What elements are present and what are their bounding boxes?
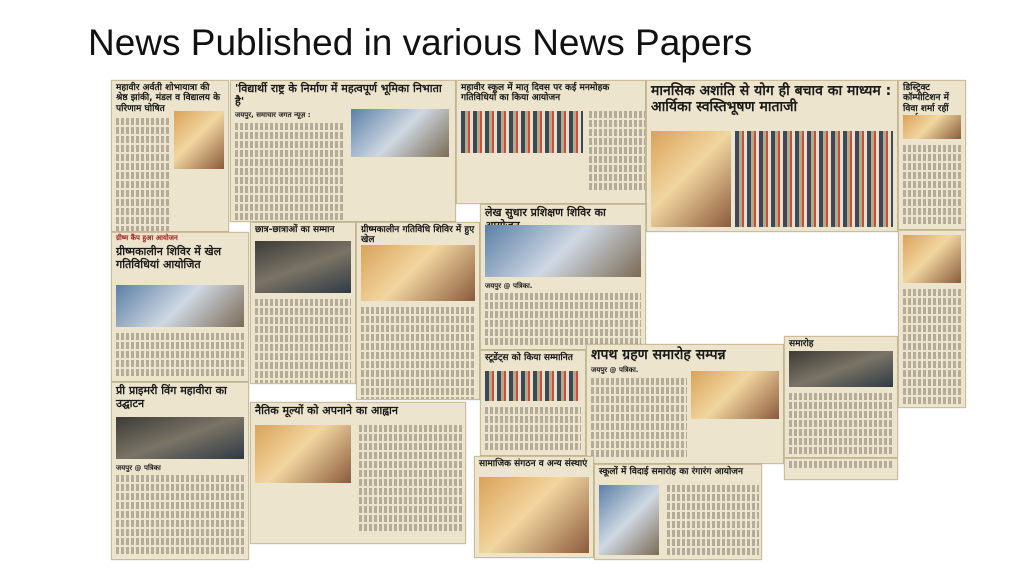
clip-photo bbox=[174, 111, 224, 169]
news-clip-mahavir-jayanti bbox=[111, 80, 229, 232]
clip-headline: नैतिक मूल्यों को अपनाने का आह्वान bbox=[255, 404, 399, 417]
clip-photo bbox=[789, 351, 893, 387]
clip-headline: डिस्ट्रिक्ट कॉम्पीटिशन में विवा शर्मा रहीं bbox=[903, 83, 950, 114]
news-clip-district-competition bbox=[898, 80, 966, 230]
clip-headline: प्री प्राइमरी विंग महावीरा का उद्घाटन bbox=[116, 384, 227, 410]
clip-body-text bbox=[112, 331, 248, 380]
clip-headline: स्टूडेंट्स को किया सम्मानित bbox=[485, 353, 573, 363]
slide-title: News Published in various News Papers bbox=[88, 22, 753, 63]
clip-headline: महावीर स्कूल में मातृ दिवस पर कई मनमोहक गतिविधियों का किया आयोजन bbox=[461, 83, 610, 104]
clip-photo bbox=[691, 371, 779, 419]
news-clip-students-honoured bbox=[480, 350, 586, 456]
clip-photo bbox=[116, 285, 244, 327]
clip-headline: सामाजिक संगठन व अन्य संस्थाएं bbox=[479, 459, 588, 469]
clip-kicker: ग्रीष्म कैंप हुआ आयोजन bbox=[116, 234, 178, 242]
clip-body-text bbox=[785, 391, 897, 458]
clip-headline: महावीर अर्वती शोभायात्रा की श्रेष्ठ झांकी, मंडल व विद्यालय के परिणाम घोषित bbox=[116, 83, 221, 114]
clip-body-text bbox=[355, 423, 466, 535]
clip-photo bbox=[485, 225, 641, 277]
clip-photo bbox=[361, 245, 475, 301]
clip-headline: छात्र-छात्राओं का सम्मान bbox=[255, 225, 335, 235]
clip-byline: जयपुर @ पत्रिका. bbox=[485, 282, 533, 290]
news-clip-summer-activity-camp bbox=[356, 222, 480, 400]
clip-body-text bbox=[899, 287, 965, 408]
clip-body-text bbox=[231, 121, 349, 222]
news-clip-student-nation-building bbox=[230, 80, 456, 222]
news-clip-ceremony bbox=[784, 336, 898, 458]
news-clip-social-organisations bbox=[474, 456, 594, 558]
news-clip-moral-values bbox=[250, 402, 466, 544]
clip-photo bbox=[255, 241, 351, 293]
clip-byline: जयपुर @ पत्रिका bbox=[116, 464, 161, 472]
news-clip-writing-workshop bbox=[480, 204, 646, 350]
news-clip-farewell-ceremony bbox=[594, 464, 762, 560]
news-clip-article-text bbox=[784, 458, 898, 480]
clip-body-text bbox=[481, 405, 585, 454]
clip-headline: समारोह bbox=[789, 339, 814, 349]
clip-body-text bbox=[112, 116, 174, 232]
clip-headline: मानसिक अशांति से योग ही बचाव का माध्यम : आर्यिका स्वस्तिभूषण माताजी bbox=[651, 83, 892, 116]
clip-photo bbox=[255, 425, 351, 483]
clip-headline: स्कूलों में विदाई समारोह का रंगारंग आयोजन bbox=[599, 467, 743, 477]
clip-body-text bbox=[251, 297, 355, 384]
clip-body-text bbox=[899, 143, 965, 228]
news-clip-yoga-mental-peace bbox=[646, 80, 898, 232]
clip-photo bbox=[903, 115, 961, 139]
clip-byline: जयपुर @ पत्रिका. bbox=[591, 366, 639, 375]
clip-photo bbox=[485, 371, 581, 401]
clip-photo-speaker bbox=[651, 131, 731, 227]
clip-body-text bbox=[587, 376, 691, 461]
clip-headline: 'विद्यार्थी राष्ट्र के निर्माण में महत्वपूर्ण भूमिका निभाता है' bbox=[235, 82, 442, 108]
clip-photo bbox=[351, 109, 449, 157]
clip-body-text bbox=[585, 109, 646, 194]
clip-photo bbox=[599, 485, 659, 555]
clip-photo bbox=[116, 417, 244, 459]
clip-photo bbox=[479, 477, 589, 553]
news-clip-pre-primary-wing bbox=[111, 382, 249, 560]
clip-photo bbox=[903, 235, 961, 283]
clip-headline: शपथ ग्रहण समारोह सम्पन्न bbox=[591, 347, 726, 363]
clip-byline: जयपुर, समाचार जगत न्यूज़ : bbox=[235, 111, 311, 120]
clip-body-text bbox=[112, 473, 248, 558]
news-clip-article-text bbox=[898, 230, 966, 408]
clip-photo-audience bbox=[735, 131, 893, 227]
clip-photo bbox=[461, 111, 583, 153]
clip-headline: ग्रीष्मकालीन गतिविधि शिविर में हुए खेल bbox=[361, 225, 475, 246]
news-clip-mothers-day bbox=[456, 80, 646, 204]
clip-headline: लेख सुधार प्रशिक्षण शिविर का bbox=[485, 206, 606, 219]
clip-body-text bbox=[785, 459, 897, 472]
news-clip-student-honour bbox=[250, 222, 356, 384]
clip-body-text bbox=[481, 291, 645, 349]
news-clip-oath-ceremony bbox=[586, 344, 784, 464]
news-clip-summer-camp-sports bbox=[111, 232, 249, 382]
clip-headline: ग्रीष्मकालीन शिविर में खेल गतिविधियां आयोजित bbox=[116, 245, 222, 271]
clip-body-text bbox=[663, 483, 762, 559]
clip-body-text bbox=[357, 305, 479, 400]
